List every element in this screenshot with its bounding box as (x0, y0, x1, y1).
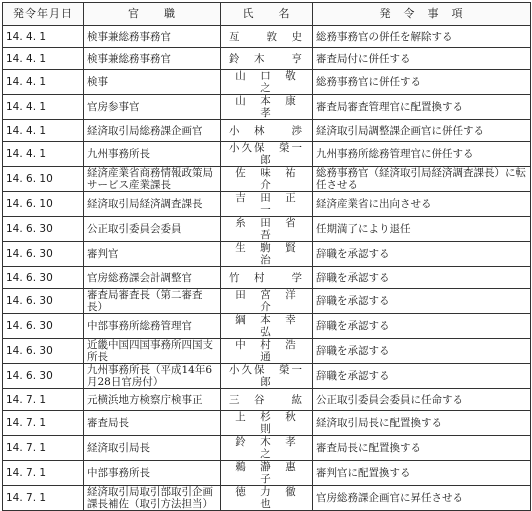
cell-name: 糸 田 省 吾 (221, 217, 313, 242)
header-name: 氏 名 (221, 3, 313, 26)
table-row (3, 314, 531, 339)
cell-order: 辞職を承認する (313, 289, 531, 314)
cell-name: 綱 本 幸 弘 (221, 314, 313, 339)
table-row (3, 267, 531, 289)
cell-order: 総務事務官の併任を解除する (313, 26, 531, 48)
table-row (3, 411, 531, 436)
cell-date: 14. 6. 30 (3, 364, 84, 389)
cell-order: 審判官に配置換する (313, 461, 531, 486)
cell-date: 14. 6. 30 (3, 267, 84, 289)
cell-order: 審査局長に配置換する (313, 436, 531, 461)
header-order: 発 令 事 項 (313, 3, 531, 26)
table-row (3, 192, 531, 217)
cell-order: 審査局審査管理官に配置換する (313, 95, 531, 120)
table-row (3, 364, 531, 389)
cell-post: 官房参事官 (84, 95, 221, 120)
cell-name: 鈴 木 亨 (221, 48, 313, 70)
cell-name: 生 駒 賢 治 (221, 242, 313, 267)
table-row (3, 26, 531, 48)
table-row (3, 339, 531, 364)
cell-post: 近畿中国四国事務所四国支所長 (84, 339, 221, 364)
cell-name: 山 本 康 孝 (221, 95, 313, 120)
cell-order: 任期満了により退任 (313, 217, 531, 242)
header-row (3, 3, 531, 26)
cell-order: 辞職を承認する (313, 242, 531, 267)
cell-order: 辞職を承認する (313, 364, 531, 389)
table-row (3, 142, 531, 167)
cell-date: 14. 6. 30 (3, 242, 84, 267)
cell-order: 辞職を承認する (313, 267, 531, 289)
cell-name: 鵜 瀞 惠 子 (221, 461, 313, 486)
cell-date: 14. 7. 1 (3, 389, 84, 411)
cell-date: 14. 4. 1 (3, 48, 84, 70)
cell-name: 中 村 浩 通 (221, 339, 313, 364)
cell-order: 辞職を承認する (313, 314, 531, 339)
table-row (3, 95, 531, 120)
cell-order: 辞職を承認する (313, 339, 531, 364)
cell-date: 14. 4. 1 (3, 95, 84, 120)
cell-order: 審査局付に併任する (313, 48, 531, 70)
cell-name: 田 宮 洋 介 (221, 289, 313, 314)
table-row (3, 436, 531, 461)
cell-date: 14. 6. 30 (3, 289, 84, 314)
cell-name: 吉 田 正 一 (221, 192, 313, 217)
cell-post: 中部事務所長 (84, 461, 221, 486)
cell-date: 14. 7. 1 (3, 436, 84, 461)
cell-name: 小 林 渉 (221, 120, 313, 142)
cell-order: 官房総務課企画官に昇任させる (313, 486, 531, 511)
cell-date: 14. 6. 10 (3, 192, 84, 217)
cell-order: 経済産業省に出向させる (313, 192, 531, 217)
table-row (3, 486, 531, 511)
personnel-order-table (2, 2, 531, 511)
cell-post: 経済取引局取引部取引企画課長補佐（取引方法担当） (84, 486, 221, 511)
cell-date: 14. 6. 10 (3, 167, 84, 192)
table-row (3, 242, 531, 267)
cell-name: 亙 敦 史 (221, 26, 313, 48)
cell-order: 九州事務所総務管理官に併任する (313, 142, 531, 167)
cell-name: 小久保 榮一郎 (221, 142, 313, 167)
cell-name: 小久保 榮一郎 (221, 364, 313, 389)
cell-date: 14. 4. 1 (3, 120, 84, 142)
cell-name: 山 口 敬 之 (221, 70, 313, 95)
header-date: 発令年月日 (3, 3, 84, 26)
cell-order: 総務事務官（経済取引局経済調査課長）に転任させる (313, 167, 531, 192)
header-post: 官 職 (84, 3, 221, 26)
table-row (3, 48, 531, 70)
cell-post: 公正取引委員会委員 (84, 217, 221, 242)
cell-order: 経済取引局長に配置換する (313, 411, 531, 436)
table-row (3, 389, 531, 411)
cell-date: 14. 7. 1 (3, 486, 84, 511)
cell-order: 総務事務官に併任する (313, 70, 531, 95)
table-body (3, 26, 531, 511)
table-row (3, 289, 531, 314)
cell-post: 検事兼総務事務官 (84, 26, 221, 48)
cell-post: 検事 (84, 70, 221, 95)
cell-date: 14. 7. 1 (3, 461, 84, 486)
cell-post: 九州事務所長 (84, 142, 221, 167)
cell-order: 経済取引局調整課企画官に併任する (313, 120, 531, 142)
cell-date: 14. 7. 1 (3, 411, 84, 436)
cell-date: 14. 6. 30 (3, 339, 84, 364)
table-row (3, 120, 531, 142)
cell-name: 上 杉 秋 則 (221, 411, 313, 436)
cell-date: 14. 4. 1 (3, 70, 84, 95)
cell-post: 審査局審査長（第二審査長） (84, 289, 221, 314)
cell-name: 竹 村 学 (221, 267, 313, 289)
cell-post: 審判官 (84, 242, 221, 267)
cell-date: 14. 4. 1 (3, 142, 84, 167)
cell-order: 公正取引委員会委員に任命する (313, 389, 531, 411)
cell-post: 経済産業省商務情報政策局サービス産業課長 (84, 167, 221, 192)
cell-post: 審査局長 (84, 411, 221, 436)
cell-post: 経済取引局総務課企画官 (84, 120, 221, 142)
cell-name: 三 谷 紘 (221, 389, 313, 411)
cell-name: 鈴 木 孝 之 (221, 436, 313, 461)
table-row (3, 461, 531, 486)
cell-date: 14. 6. 30 (3, 314, 84, 339)
cell-date: 14. 4. 1 (3, 26, 84, 48)
cell-post: 九州事務所長（平成14年6月28日官房付） (84, 364, 221, 389)
cell-post: 検事兼総務事務官 (84, 48, 221, 70)
cell-post: 元横浜地方検察庁検事正 (84, 389, 221, 411)
cell-post: 中部事務所総務管理官 (84, 314, 221, 339)
table-row (3, 217, 531, 242)
cell-post: 経済取引局経済調査課長 (84, 192, 221, 217)
cell-name: 徳 力 徹 也 (221, 486, 313, 511)
cell-name: 佐 味 祐 介 (221, 167, 313, 192)
cell-post: 官房総務課会計調整官 (84, 267, 221, 289)
cell-date: 14. 6. 30 (3, 217, 84, 242)
cell-post: 経済取引局長 (84, 436, 221, 461)
table-row (3, 70, 531, 95)
table-row (3, 167, 531, 192)
